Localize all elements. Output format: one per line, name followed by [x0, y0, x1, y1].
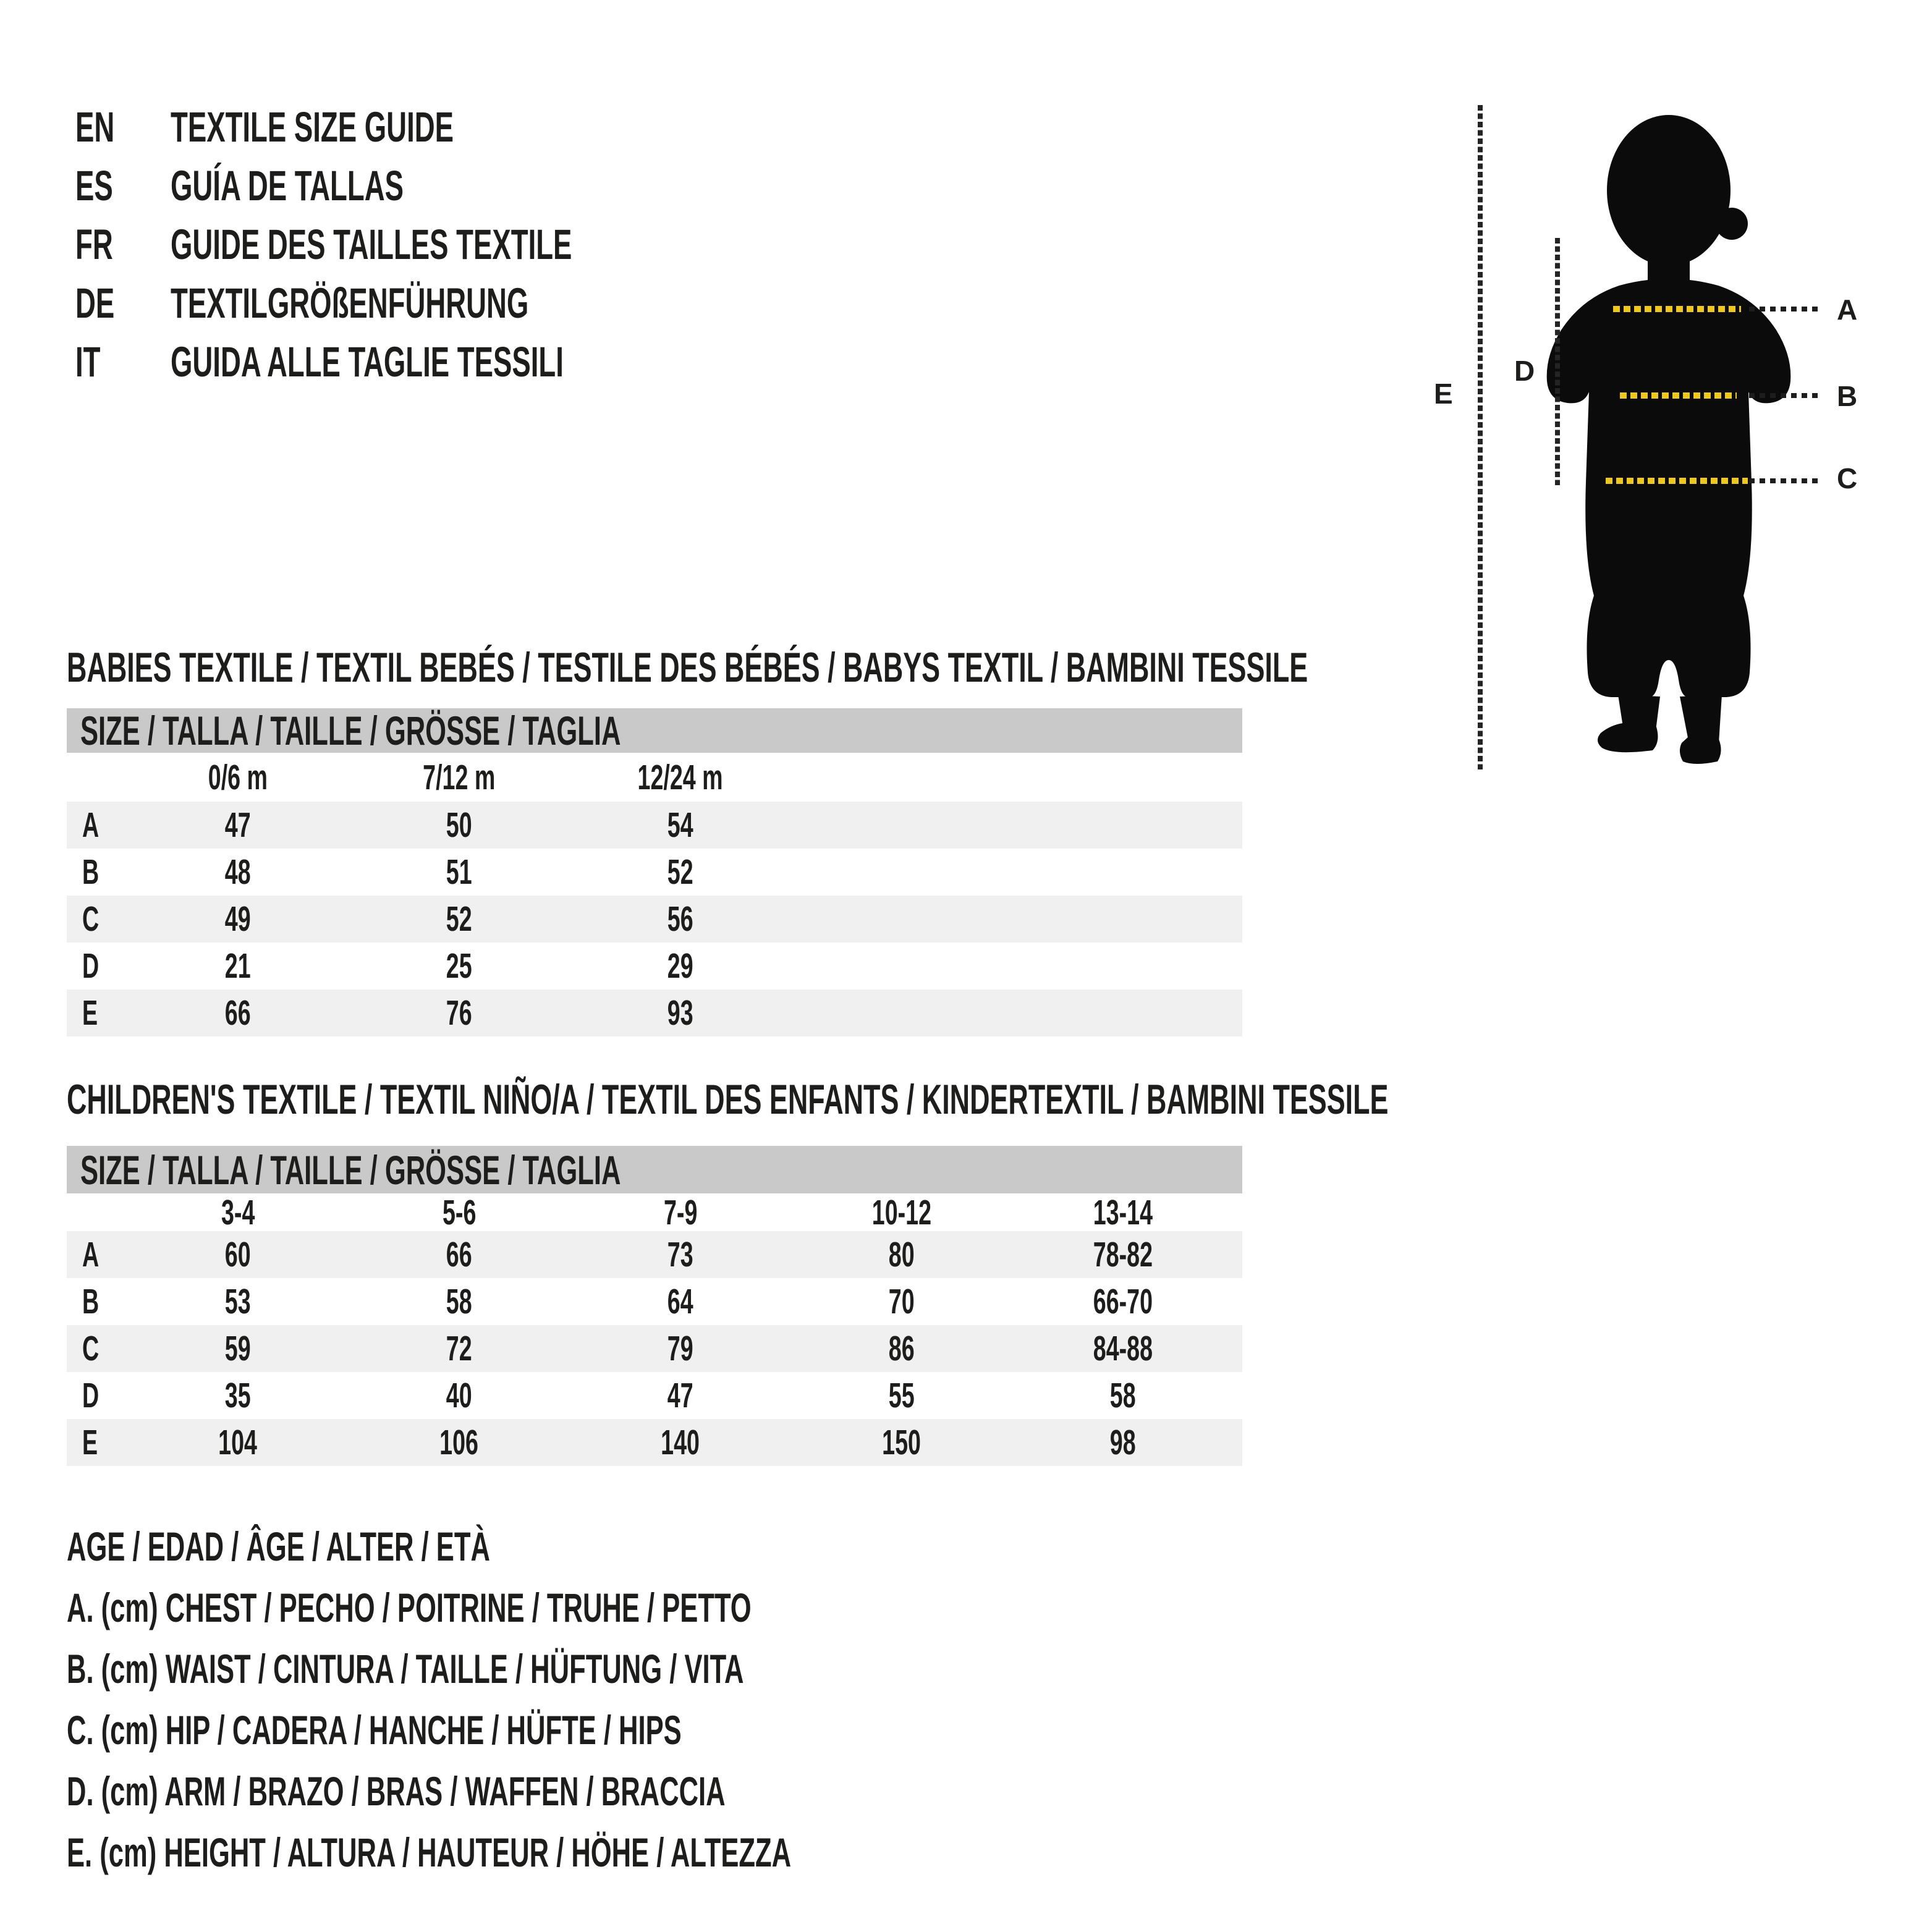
guide-title-de: TEXTILGRÖßENFÜHRUNG	[171, 279, 529, 327]
legend-line-hip: C. (cm) HIP / CADERA / HANCHE / HÜFTE / HIPS	[67, 1706, 682, 1753]
measurement-legend	[67, 1515, 1164, 1883]
measure-value: 98	[1110, 1423, 1136, 1462]
measure-letter: A	[82, 805, 100, 845]
shirt-shape	[1547, 279, 1791, 603]
measure-letter: D	[82, 946, 100, 986]
measure-letter: A	[82, 1235, 100, 1274]
measure-value: 73	[667, 1235, 693, 1274]
age-column-header: 5-6	[442, 1192, 477, 1232]
measure-value: 55	[889, 1376, 915, 1415]
measure-value: 64	[667, 1282, 693, 1321]
measure-value: 104	[218, 1423, 258, 1462]
right-leg	[1680, 695, 1722, 743]
measure-value: 48	[225, 852, 251, 892]
column-header-row	[67, 1193, 1242, 1231]
measure-row-d	[67, 1372, 1242, 1419]
measure-value: 106	[439, 1423, 479, 1462]
measure-value: 49	[225, 899, 251, 939]
language-row-it	[75, 333, 779, 391]
language-code: EN	[75, 103, 115, 151]
column-header-row	[67, 753, 1242, 802]
language-title-block	[75, 98, 779, 391]
age-column-header: 7-9	[663, 1192, 698, 1232]
measure-letter: C	[82, 899, 100, 939]
measure-value: 84-88	[1093, 1329, 1153, 1368]
measure-value: 25	[446, 946, 472, 986]
measure-value: 93	[667, 993, 693, 1033]
figure-label-c: C	[1837, 462, 1858, 494]
legend-line-height: E. (cm) HEIGHT / ALTURA / HAUTEUR / HÖHE / ALTEZZA	[67, 1829, 792, 1875]
measure-value: 53	[225, 1282, 251, 1321]
figure-label-d: D	[1514, 355, 1535, 387]
language-row-de	[75, 274, 779, 333]
measure-value: 40	[446, 1376, 472, 1415]
measure-value: 35	[225, 1376, 251, 1415]
measure-row-d	[67, 943, 1242, 989]
left-shoe	[1598, 723, 1658, 752]
measure-value: 86	[889, 1329, 915, 1368]
measure-letter: B	[82, 852, 100, 892]
size-header-label: SIZE / TALLA / TAILLE / GRÖSSE / TAGLIA	[80, 708, 621, 753]
measure-value: 58	[1110, 1376, 1136, 1415]
measure-letter: D	[82, 1376, 100, 1415]
guide-title-en: TEXTILE SIZE GUIDE	[171, 103, 454, 151]
measure-value: 58	[446, 1282, 472, 1321]
measure-value: 47	[667, 1376, 693, 1415]
guide-title-fr: GUIDE DES TAILLES TEXTILE	[171, 221, 572, 268]
measure-value: 66	[225, 993, 251, 1033]
measure-value: 140	[661, 1423, 700, 1462]
measure-value: 47	[225, 805, 251, 845]
language-code: DE	[75, 279, 115, 327]
legend-line-chest: A. (cm) CHEST / PECHO / POITRINE / TRUHE / PETTO	[67, 1584, 752, 1630]
right-shoe	[1680, 737, 1721, 764]
measure-row-b	[67, 1278, 1242, 1325]
measure-value: 54	[667, 805, 693, 845]
child-figure-diagram	[1409, 87, 1932, 803]
measure-letter: E	[82, 993, 98, 1033]
babies-section-title: BABIES TEXTILE / TEXTIL BEBÉS / TESTILE DES BÉBÉS / BABYS TEXTIL / BAMBINI TESSILE	[67, 644, 1308, 691]
legend-line-waist: B. (cm) WAIST / CINTURA / TAILLE / HÜFTUNG / VITA	[67, 1645, 744, 1692]
measure-value: 76	[446, 993, 472, 1033]
measure-value: 52	[446, 899, 472, 939]
measure-value: 29	[667, 946, 693, 986]
age-column-header: 7/12 m	[423, 757, 496, 797]
age-column-header: 12/24 m	[637, 757, 724, 797]
figure-label-b: B	[1837, 380, 1858, 412]
measure-value: 66	[446, 1235, 472, 1274]
guide-title-it: GUIDA ALLE TAGLIE TESSILI	[171, 338, 564, 386]
measure-value: 66-70	[1093, 1282, 1153, 1321]
measure-row-c	[67, 896, 1242, 943]
children-section-title: CHILDREN'S TEXTILE / TEXTIL NIÑO/A / TEXTIL DES ENFANTS / KINDERTEXTIL / BAMBINI TESSILE	[67, 1076, 1389, 1123]
language-row-es	[75, 156, 779, 215]
measure-row-a	[67, 1231, 1242, 1278]
measure-value: 56	[667, 899, 693, 939]
size-header-bar	[67, 1146, 1242, 1193]
measure-value: 72	[446, 1329, 472, 1368]
measure-value: 79	[667, 1329, 693, 1368]
age-column-header: 0/6 m	[208, 757, 268, 797]
age-column-header: 10-12	[871, 1192, 932, 1232]
measure-row-c	[67, 1325, 1242, 1372]
measure-value: 78-82	[1093, 1235, 1153, 1274]
measure-value: 150	[882, 1423, 922, 1462]
age-column-header: 3-4	[221, 1192, 255, 1232]
legend-line-age: AGE / EDAD / ÂGE / ALTER / ETÀ	[67, 1523, 490, 1569]
measure-value: 52	[667, 852, 693, 892]
measure-row-e	[67, 1419, 1242, 1466]
measure-value: 70	[889, 1282, 915, 1321]
figure-label-e: E	[1434, 378, 1453, 410]
measure-value: 50	[446, 805, 472, 845]
measure-letter: B	[82, 1282, 100, 1321]
language-code: ES	[75, 162, 113, 210]
measure-value: 51	[446, 852, 472, 892]
children-size-table	[67, 1146, 1242, 1466]
size-header-label: SIZE / TALLA / TAILLE / GRÖSSE / TAGLIA	[80, 1146, 621, 1193]
guide-title-es: GUÍA DE TALLAS	[171, 162, 404, 210]
language-row-en	[75, 98, 779, 156]
babies-size-table	[67, 708, 1242, 1036]
measure-row-b	[67, 849, 1242, 896]
measure-value: 59	[225, 1329, 251, 1368]
measure-value: 21	[225, 946, 251, 986]
measure-value: 60	[225, 1235, 251, 1274]
legend-line-arm: D. (cm) ARM / BRAZO / BRAS / WAFFEN / BRACCIA	[67, 1768, 726, 1814]
figure-label-a: A	[1837, 294, 1858, 326]
size-header-bar	[67, 708, 1242, 753]
language-code: IT	[75, 338, 101, 386]
language-code: FR	[75, 221, 113, 268]
age-column-header: 13-14	[1093, 1192, 1153, 1232]
hair-bump	[1716, 208, 1748, 240]
measure-row-e	[67, 989, 1242, 1036]
measure-letter: C	[82, 1329, 100, 1368]
measure-row-a	[67, 802, 1242, 849]
measure-value: 80	[889, 1235, 915, 1274]
measure-letter: E	[82, 1423, 98, 1462]
language-row-fr	[75, 215, 779, 274]
